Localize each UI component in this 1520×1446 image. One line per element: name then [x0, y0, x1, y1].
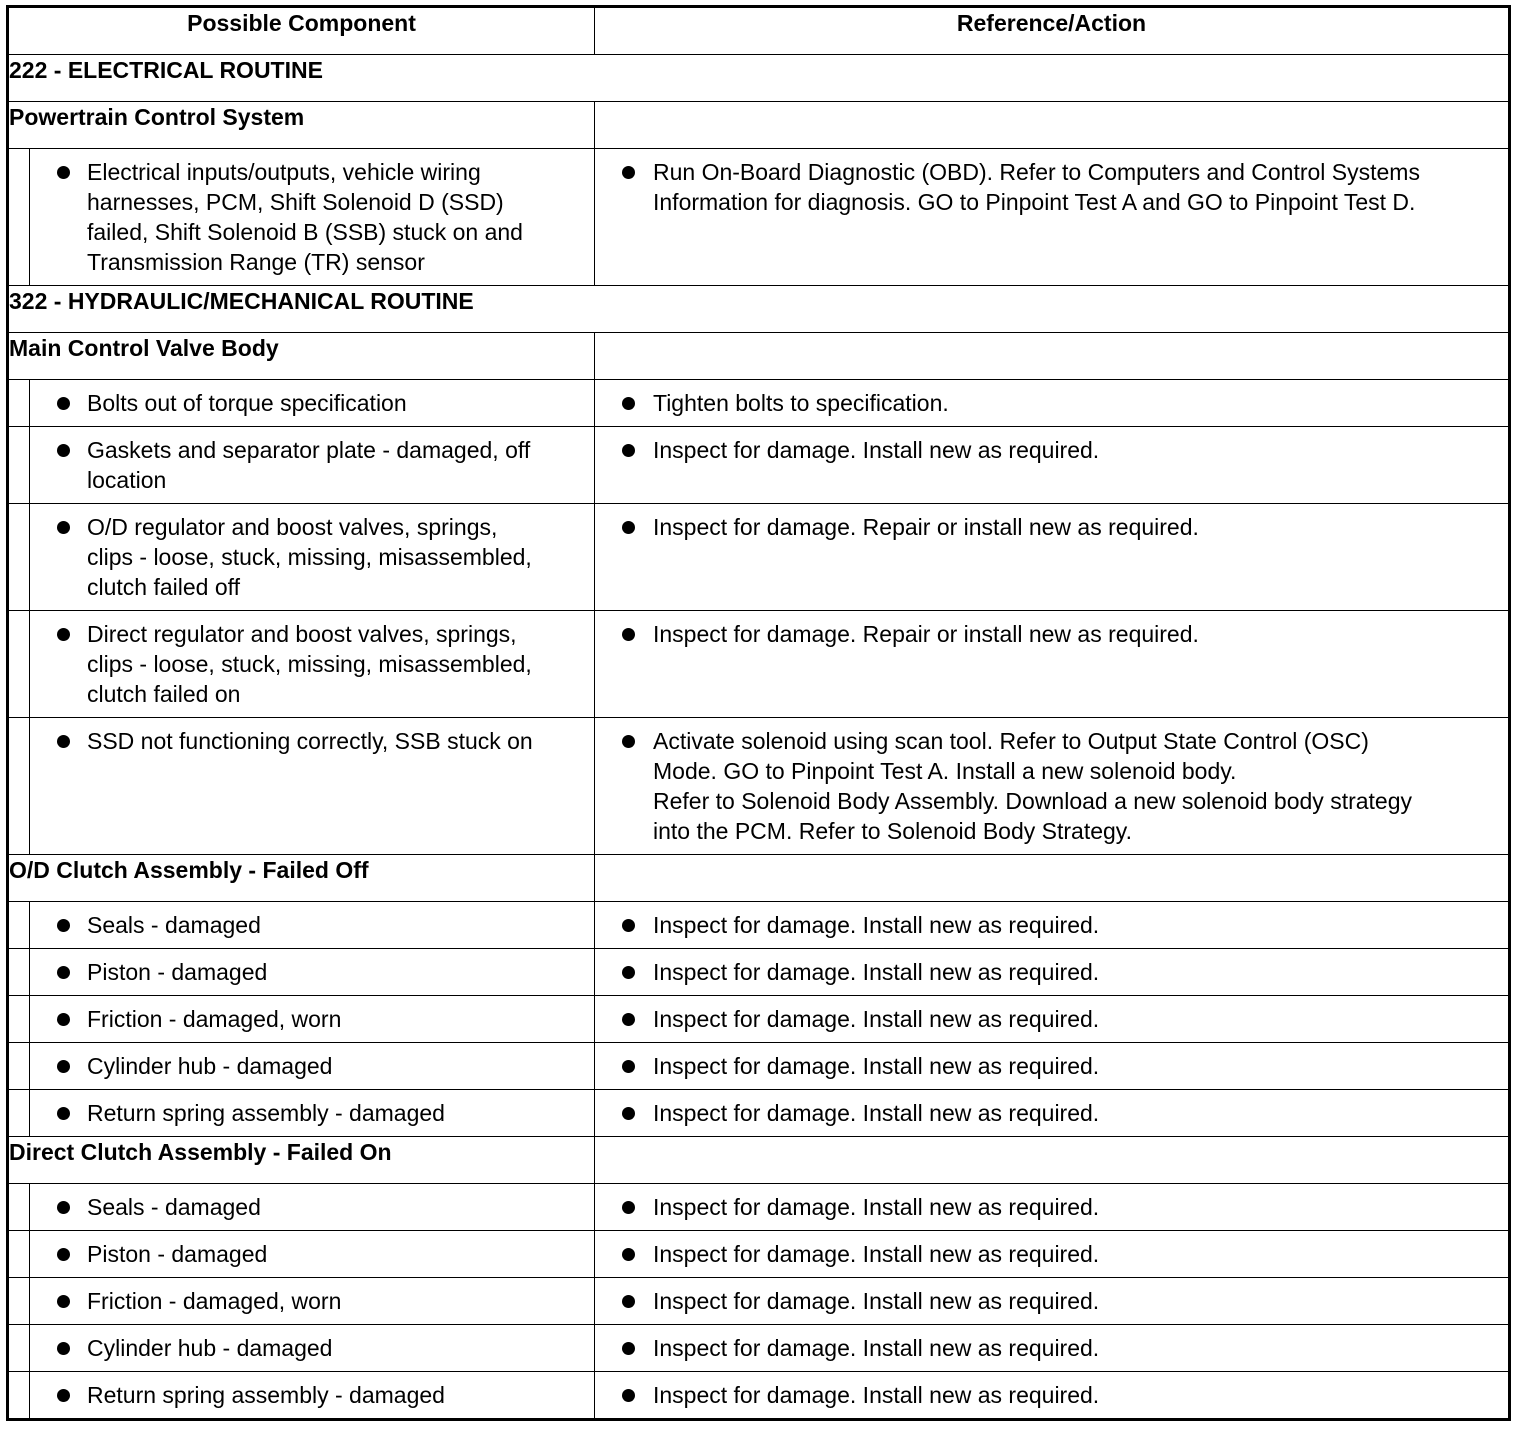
bullet-icon	[57, 166, 70, 179]
group-row	[8, 333, 1510, 380]
text-line: Run On-Board Diagnostic (OBD). Refer to Computers and Control Systems	[653, 159, 1420, 185]
bullet-text	[653, 726, 1498, 846]
bullet-text	[653, 157, 1498, 217]
action-cell	[595, 611, 1510, 718]
text-line: clips - loose, stuck, missing, misassembled,	[87, 544, 532, 570]
bullet-icon	[57, 628, 70, 641]
bullet-text	[653, 619, 1498, 649]
action-cell	[595, 1231, 1510, 1278]
text-line: Inspect for damage. Repair or install new as required.	[653, 514, 1199, 540]
bullet-icon	[622, 444, 635, 457]
action-cell	[595, 1372, 1510, 1420]
component-cell	[30, 996, 595, 1043]
group-row	[8, 102, 1510, 149]
action-cell	[595, 504, 1510, 611]
text-line: Friction - damaged, worn	[87, 1288, 342, 1314]
table-row	[8, 902, 1510, 949]
bullet-text	[653, 388, 1498, 418]
bullet-item	[595, 611, 1508, 657]
bullet-icon	[57, 444, 70, 457]
text-line: SSD not functioning correctly, SSB stuck on	[87, 728, 533, 754]
bullet-text	[653, 1098, 1498, 1128]
bullet-text	[87, 1098, 582, 1128]
text-line: Inspect for damage. Install new as required.	[653, 1382, 1100, 1408]
text-line: Seals - damaged	[87, 912, 261, 938]
bullet-icon	[622, 1060, 635, 1073]
bullet-icon	[57, 521, 70, 534]
table-row	[8, 380, 1510, 427]
action-cell	[595, 1278, 1510, 1325]
action-cell	[595, 902, 1510, 949]
bullet-item	[595, 149, 1508, 225]
bullet-text	[87, 157, 582, 277]
bullet-icon	[622, 735, 635, 748]
column-header-component: Possible Component	[8, 7, 595, 55]
bullet-icon	[57, 919, 70, 932]
bullet-item	[595, 1184, 1508, 1230]
bullet-text	[87, 512, 582, 602]
bullet-item	[30, 1325, 594, 1371]
bullet-icon	[622, 166, 635, 179]
bullet-item	[30, 504, 594, 610]
bullet-icon	[622, 397, 635, 410]
bullet-item	[595, 949, 1508, 995]
text-line: Activate solenoid using scan tool. Refer to Output State Control (OSC)	[653, 728, 1369, 754]
bullet-item	[595, 427, 1508, 473]
table-row	[8, 1231, 1510, 1278]
table-row	[8, 1278, 1510, 1325]
bullet-text	[87, 1286, 582, 1316]
bullet-item	[595, 1043, 1508, 1089]
diagnosis-table	[6, 5, 1511, 1421]
bullet-text	[87, 388, 582, 418]
text-line: Inspect for damage. Install new as required.	[653, 1288, 1100, 1314]
bullet-icon	[622, 1295, 635, 1308]
bullet-item	[595, 504, 1508, 550]
table-row	[8, 149, 1510, 286]
action-cell	[595, 149, 1510, 286]
bullet-icon	[57, 1060, 70, 1073]
bullet-text	[87, 619, 582, 709]
bullet-text	[87, 1380, 582, 1410]
bullet-item	[595, 1325, 1508, 1371]
text-line: Inspect for damage. Install new as required.	[653, 1335, 1100, 1361]
text-line: Gaskets and separator plate - damaged, off	[87, 437, 531, 463]
component-cell	[30, 504, 595, 611]
bullet-icon	[57, 1248, 70, 1261]
indent-cell	[8, 611, 30, 718]
group-action-empty	[595, 1137, 1510, 1184]
bullet-text	[87, 726, 582, 756]
indent-cell	[8, 1231, 30, 1278]
bullet-text	[87, 957, 582, 987]
bullet-text	[87, 1333, 582, 1363]
text-line: Inspect for damage. Install new as required.	[653, 912, 1100, 938]
component-cell	[30, 1372, 595, 1420]
bullet-text	[87, 435, 582, 495]
group-title: Main Control Valve Body	[8, 333, 595, 380]
bullet-icon	[57, 1201, 70, 1214]
text-line: Information for diagnosis. GO to Pinpoint Test A and GO to Pinpoint Test D.	[653, 189, 1416, 215]
bullet-icon	[622, 1107, 635, 1120]
bullet-icon	[622, 628, 635, 641]
indent-cell	[8, 1043, 30, 1090]
bullet-item	[30, 949, 594, 995]
component-cell	[30, 1043, 595, 1090]
bullet-item	[595, 1090, 1508, 1136]
component-cell	[30, 902, 595, 949]
text-line: Bolts out of torque specification	[87, 390, 407, 416]
bullet-item	[30, 718, 594, 764]
action-cell	[595, 949, 1510, 996]
table-row	[8, 1090, 1510, 1137]
bullet-item	[30, 996, 594, 1042]
action-cell	[595, 427, 1510, 504]
text-line: clips - loose, stuck, missing, misassembled,	[87, 651, 532, 677]
text-line: Cylinder hub - damaged	[87, 1335, 333, 1361]
action-cell	[595, 996, 1510, 1043]
table-row	[8, 427, 1510, 504]
indent-cell	[8, 902, 30, 949]
bullet-icon	[57, 1389, 70, 1402]
bullet-icon	[57, 1013, 70, 1026]
table-row	[8, 611, 1510, 718]
text-line: Inspect for damage. Install new as required.	[653, 1241, 1100, 1267]
bullet-item	[30, 1090, 594, 1136]
indent-cell	[8, 1278, 30, 1325]
table-row	[8, 949, 1510, 996]
bullet-item	[595, 380, 1508, 426]
bullet-item	[595, 1372, 1508, 1418]
table-row	[8, 996, 1510, 1043]
bullet-icon	[622, 521, 635, 534]
bullet-item	[30, 427, 594, 503]
bullet-icon	[57, 1295, 70, 1308]
group-row	[8, 855, 1510, 902]
indent-cell	[8, 949, 30, 996]
section-row	[8, 55, 1510, 102]
text-line: Piston - damaged	[87, 1241, 268, 1267]
text-line: Inspect for damage. Install new as required.	[653, 959, 1100, 985]
bullet-item	[30, 1043, 594, 1089]
bullet-icon	[622, 1013, 635, 1026]
bullet-text	[653, 1004, 1498, 1034]
bullet-icon	[57, 397, 70, 410]
text-line: harnesses, PCM, Shift Solenoid D (SSD)	[87, 189, 504, 215]
bullet-item	[595, 1278, 1508, 1324]
text-line: Tighten bolts to specification.	[653, 390, 949, 416]
bullet-icon	[57, 1342, 70, 1355]
indent-cell	[8, 1372, 30, 1420]
bullet-item	[595, 902, 1508, 948]
bullet-item	[30, 380, 594, 426]
text-line: clutch failed on	[87, 681, 241, 707]
text-line: Return spring assembly - damaged	[87, 1382, 445, 1408]
component-cell	[30, 427, 595, 504]
bullet-item	[595, 718, 1508, 854]
bullet-item	[30, 149, 594, 285]
bullet-icon	[622, 1201, 635, 1214]
table-row	[8, 1325, 1510, 1372]
bullet-item	[30, 611, 594, 717]
bullet-text	[653, 1286, 1498, 1316]
text-line: Seals - damaged	[87, 1194, 261, 1220]
component-cell	[30, 1231, 595, 1278]
text-line: Inspect for damage. Install new as required.	[653, 1053, 1100, 1079]
table-body	[8, 55, 1510, 1420]
bullet-text	[653, 435, 1498, 465]
text-line: Refer to Solenoid Body Assembly. Download a new solenoid body strategy	[653, 788, 1413, 814]
bullet-text	[87, 1239, 582, 1269]
bullet-icon	[57, 1107, 70, 1120]
component-cell	[30, 1090, 595, 1137]
text-line: Transmission Range (TR) sensor	[87, 249, 425, 275]
text-line: Inspect for damage. Install new as required.	[653, 1100, 1100, 1126]
bullet-text	[653, 957, 1498, 987]
group-title: O/D Clutch Assembly - Failed Off	[8, 855, 595, 902]
bullet-item	[30, 1372, 594, 1418]
bullet-text	[653, 1333, 1498, 1363]
indent-cell	[8, 380, 30, 427]
text-line: Inspect for damage. Install new as required.	[653, 1006, 1100, 1032]
indent-cell	[8, 996, 30, 1043]
text-line: into the PCM. Refer to Solenoid Body Strategy.	[653, 818, 1132, 844]
group-action-empty	[595, 102, 1510, 149]
bullet-text	[87, 910, 582, 940]
component-cell	[30, 718, 595, 855]
indent-cell	[8, 1184, 30, 1231]
indent-cell	[8, 504, 30, 611]
bullet-icon	[622, 966, 635, 979]
bullet-text	[653, 1239, 1498, 1269]
component-cell	[30, 611, 595, 718]
bullet-icon	[622, 1248, 635, 1261]
indent-cell	[8, 149, 30, 286]
text-line: Friction - damaged, worn	[87, 1006, 342, 1032]
table-row	[8, 1043, 1510, 1090]
text-line: Inspect for damage. Install new as required.	[653, 1194, 1100, 1220]
action-cell	[595, 718, 1510, 855]
bullet-text	[87, 1051, 582, 1081]
table-row	[8, 1184, 1510, 1231]
action-cell	[595, 1043, 1510, 1090]
component-cell	[30, 149, 595, 286]
section-row	[8, 286, 1510, 333]
bullet-text	[653, 1051, 1498, 1081]
table-header-row	[8, 7, 1510, 55]
section-title: 222 - ELECTRICAL ROUTINE	[8, 55, 1510, 102]
bullet-text	[653, 1192, 1498, 1222]
text-line: Return spring assembly - damaged	[87, 1100, 445, 1126]
action-cell	[595, 1184, 1510, 1231]
group-title: Direct Clutch Assembly - Failed On	[8, 1137, 595, 1184]
text-line: failed, Shift Solenoid B (SSB) stuck on and	[87, 219, 523, 245]
action-cell	[595, 380, 1510, 427]
bullet-item	[30, 1184, 594, 1230]
group-row	[8, 1137, 1510, 1184]
bullet-icon	[622, 1389, 635, 1402]
text-line: O/D regulator and boost valves, springs,	[87, 514, 498, 540]
text-line: location	[87, 467, 167, 493]
text-line: Electrical inputs/outputs, vehicle wiring	[87, 159, 481, 185]
table-row	[8, 1372, 1510, 1420]
group-title: Powertrain Control System	[8, 102, 595, 149]
action-cell	[595, 1090, 1510, 1137]
table-row	[8, 718, 1510, 855]
bullet-icon	[622, 1342, 635, 1355]
bullet-icon	[57, 966, 70, 979]
bullet-text	[653, 910, 1498, 940]
bullet-item	[595, 1231, 1508, 1277]
component-cell	[30, 1184, 595, 1231]
bullet-icon	[57, 735, 70, 748]
bullet-item	[30, 1231, 594, 1277]
section-title: 322 - HYDRAULIC/MECHANICAL ROUTINE	[8, 286, 1510, 333]
table-row	[8, 504, 1510, 611]
text-line: Inspect for damage. Install new as required.	[653, 437, 1100, 463]
action-cell	[595, 1325, 1510, 1372]
bullet-item	[30, 902, 594, 948]
component-cell	[30, 1325, 595, 1372]
bullet-icon	[622, 919, 635, 932]
column-header-action: Reference/Action	[595, 7, 1510, 55]
component-cell	[30, 380, 595, 427]
bullet-text	[653, 1380, 1498, 1410]
bullet-text	[653, 512, 1498, 542]
group-action-empty	[595, 855, 1510, 902]
text-line: Direct regulator and boost valves, springs,	[87, 621, 517, 647]
component-cell	[30, 949, 595, 996]
indent-cell	[8, 1090, 30, 1137]
indent-cell	[8, 1325, 30, 1372]
component-cell	[30, 1278, 595, 1325]
group-action-empty	[595, 333, 1510, 380]
bullet-item	[30, 1278, 594, 1324]
text-line: Cylinder hub - damaged	[87, 1053, 333, 1079]
bullet-text	[87, 1004, 582, 1034]
bullet-item	[595, 996, 1508, 1042]
text-line: Piston - damaged	[87, 959, 268, 985]
text-line: clutch failed off	[87, 574, 241, 600]
indent-cell	[8, 427, 30, 504]
diagnosis-table-container	[6, 5, 1508, 1421]
bullet-text	[87, 1192, 582, 1222]
text-line: Inspect for damage. Repair or install new as required.	[653, 621, 1199, 647]
text-line: Mode. GO to Pinpoint Test A. Install a new solenoid body.	[653, 758, 1237, 784]
indent-cell	[8, 718, 30, 855]
